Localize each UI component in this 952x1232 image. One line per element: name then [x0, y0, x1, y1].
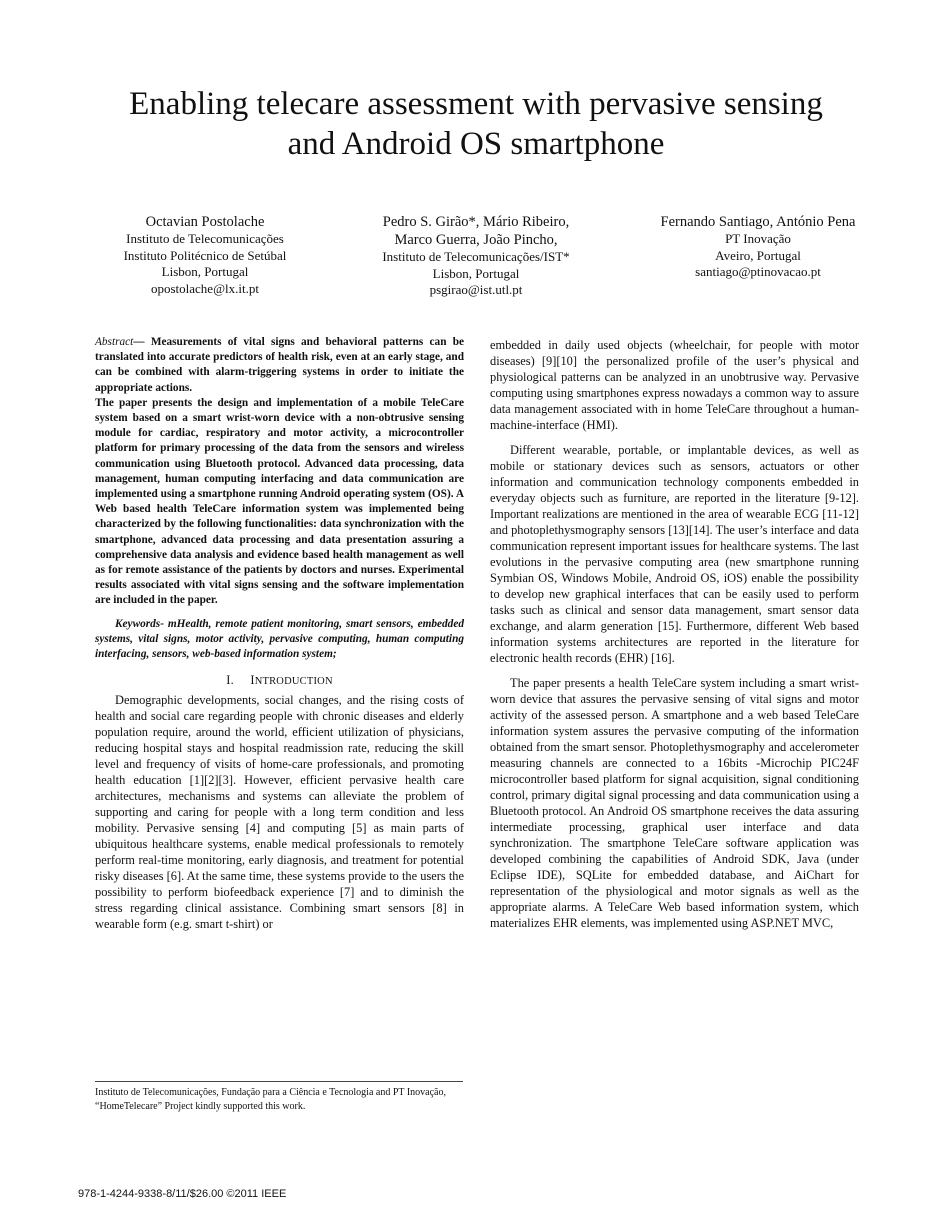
abstract-paragraph: The paper presents the design and implementation of a mobile TeleCare system based on a smart wrist-worn device with a non-obtrusive sensing module for cardiac, respiratory and motor activity, a microcontroller platform for primary processing of the data from the sensors and wireless communication using Bluetooth protocol. Advanced data processing, data management, human computing interfacing and data communication are implemented using a smartphone running Android operating system (OS). A Web based health TeleCare information system was implemented being characterized by the following functionalities: data synchronization with the smartphone, advanced data processing and data presentation assuring a comprehensive data analysis and evidence based health management as well as for remote assistance of the patients by doctors and nurses. Experimental results associated with vital signs sensing and the software implementation are included in the paper. — [95, 396, 464, 607]
body-paragraph: embedded in daily used objects (wheelchair, for people with motor diseases) [9][10] the personalized profile of the user’s physical and physiological patterns can be analyzed in an unobtrusive way. Pervasive computing using smartphones express nowadays a common way to assure data management associated with in home TeleCare throughout a human-machine-interface (HMI). — [490, 338, 859, 432]
abstract-label: Abstract — [95, 336, 134, 348]
footnote: Instituto de Telecomunicações, Fundação para a Ciência e Tecnologia and PT Inovação, “HomeTelecare” Project kindly supported this work. — [95, 1087, 446, 1112]
title-line-1: Enabling telecare assessment with pervasive sensing — [129, 86, 823, 122]
author-affiliation: Lisbon, Portugal — [432, 265, 520, 281]
abstract-dash: — — [133, 336, 151, 348]
keywords: Keywords- mHealth, remote patient monitoring, smart sensors, embedded systems, vital signs, motor activity, pervasive computing, human computing interfacing, sensors, web-based information system; — [95, 617, 464, 661]
section-title-rest: NTRODUCTION — [254, 676, 333, 688]
author-affiliation: PT Inovação — [725, 231, 791, 246]
author-name: Pedro S. Girão*, Mário Ribeiro, — [382, 214, 570, 230]
author-name: Octavian Postolache — [145, 214, 265, 230]
copyright-isbn: 978-1-4244-9338-8/11/$26.00 ©2011 IEEE — [78, 1188, 287, 1200]
paper-title — [60, 84, 892, 164]
section-heading — [95, 672, 464, 690]
author-email: opostolache@lx.it.pt — [150, 280, 259, 296]
abstract — [95, 335, 464, 609]
body-paragraph: The paper presents a health TeleCare system including a smart wrist-worn device that assures the pervasive sensing of vital signs and motor activity of the assessed person. A smartphone and a web based TeleCare information system assures the pervasive computing of the information obtained from the smart sensor. Photoplethysmography and accelerometer measuring channels are connected to a 16bits -Microchip PIC24F microcontroller based platform for signal acquisition, signal conditioning control, primary digital signal processing and data communication using a Bluetooth protocol. An Android OS smartphone receives the data assuring intermediate processing, graphical user interface and data synchronization. The smartphone TeleCare software application was developed combining the capabilities of Android SDK, Java (under Eclipse IDE), SQLite for embedded database, and AiChart for representation of the physiological and motor signals as well as the appropriate alarms. A TeleCare Web based information system, which materializes EHR elements, was implemented using ASP.NET MVC, — [490, 676, 859, 930]
abstract-paragraph: Measurements of vital signs and behavioral patterns can be translated into accurate predictors of health risk, even at an early stage, and can be combined with alarm-triggering systems in order to initiate the appropriate actions. — [95, 336, 465, 394]
author-block-3 — [628, 213, 888, 281]
body-paragraph: Different wearable, portable, or implantable devices, as well as mobile or stationary devices such as sensors, actuators or other information and communication technology components embedded in everyday objects such as furniture, are reported in the literature [9-12]. Important realizations are mentioned in the area of wearable ECG [11-12] and photoplethysmography sensors [13][14]. The user’s interface and data communication represent important issues for healthcare systems. The last evolutions in the pervasive computing area (new smartphone running Symbian OS, Windows Mobile, Android OS, iOS) enable the possibility to develop new graphical interfaces that can be easily used to perform tasks such as clinical and sensor data management, smart sensor data exchange, and alarm generation [15]. Furthermore, different Web based information systems architectures are reported in the literature for electronic health records (EHR) [16]. — [490, 443, 859, 665]
author-name: Fernando Santiago, António Pena — [660, 214, 856, 230]
right-column — [490, 337, 859, 940]
body-paragraph: Demographic developments, social changes, and the rising costs of health and social care regarding people with chronic diseases and elderly population require, around the world, efficient utilization of physicians, reducing hospital stays and hospital readmission rate, reducing the skill level and frequency of visits of home-care professionals, and promoting health education [1][2][3]. However, efficient pervasive health care architectures, mechanisms and systems can alleviate the problem of supporting and caring for people with a long term condition and less mobility. Pervasive sensing [4] and computing [5] as main parts of ubiquitous healthcare systems, enable medical professionals to remotely perform real-time monitoring, early diagnosis, and treatment for potential risky diseases [6]. At the same time, these systems provide to the users the possibility to perform biofeedback experience [7] and to diminish the stress regarding clinical assistance. Combining smart sensors [8] in wearable form (e.g. smart t-shirt) or — [95, 693, 464, 932]
left-column — [95, 335, 464, 941]
author-block-2 — [356, 213, 596, 299]
footnote-rule — [95, 1081, 463, 1082]
section-title-initial: I — [250, 673, 255, 688]
author-affiliation: Lisbon, Portugal — [161, 264, 249, 279]
author-email: santiago@ptinovacao.pt — [695, 264, 821, 279]
author-email: psgirao@ist.utl.pt — [429, 282, 523, 297]
author-affiliation: Aveiro, Portugal — [715, 247, 801, 263]
section-number: I. — [226, 673, 234, 688]
author-affiliation: Instituto de Telecomunicações/IST* — [382, 249, 570, 264]
title-line-2: and Android OS smartphone — [287, 126, 665, 162]
author-block-1 — [95, 213, 315, 297]
author-affiliation: Instituto Politécnico de Setúbal — [123, 247, 287, 263]
author-name: Marco Guerra, João Pincho, — [394, 232, 558, 248]
author-affiliation: Instituto de Telecomunicações — [126, 231, 284, 246]
